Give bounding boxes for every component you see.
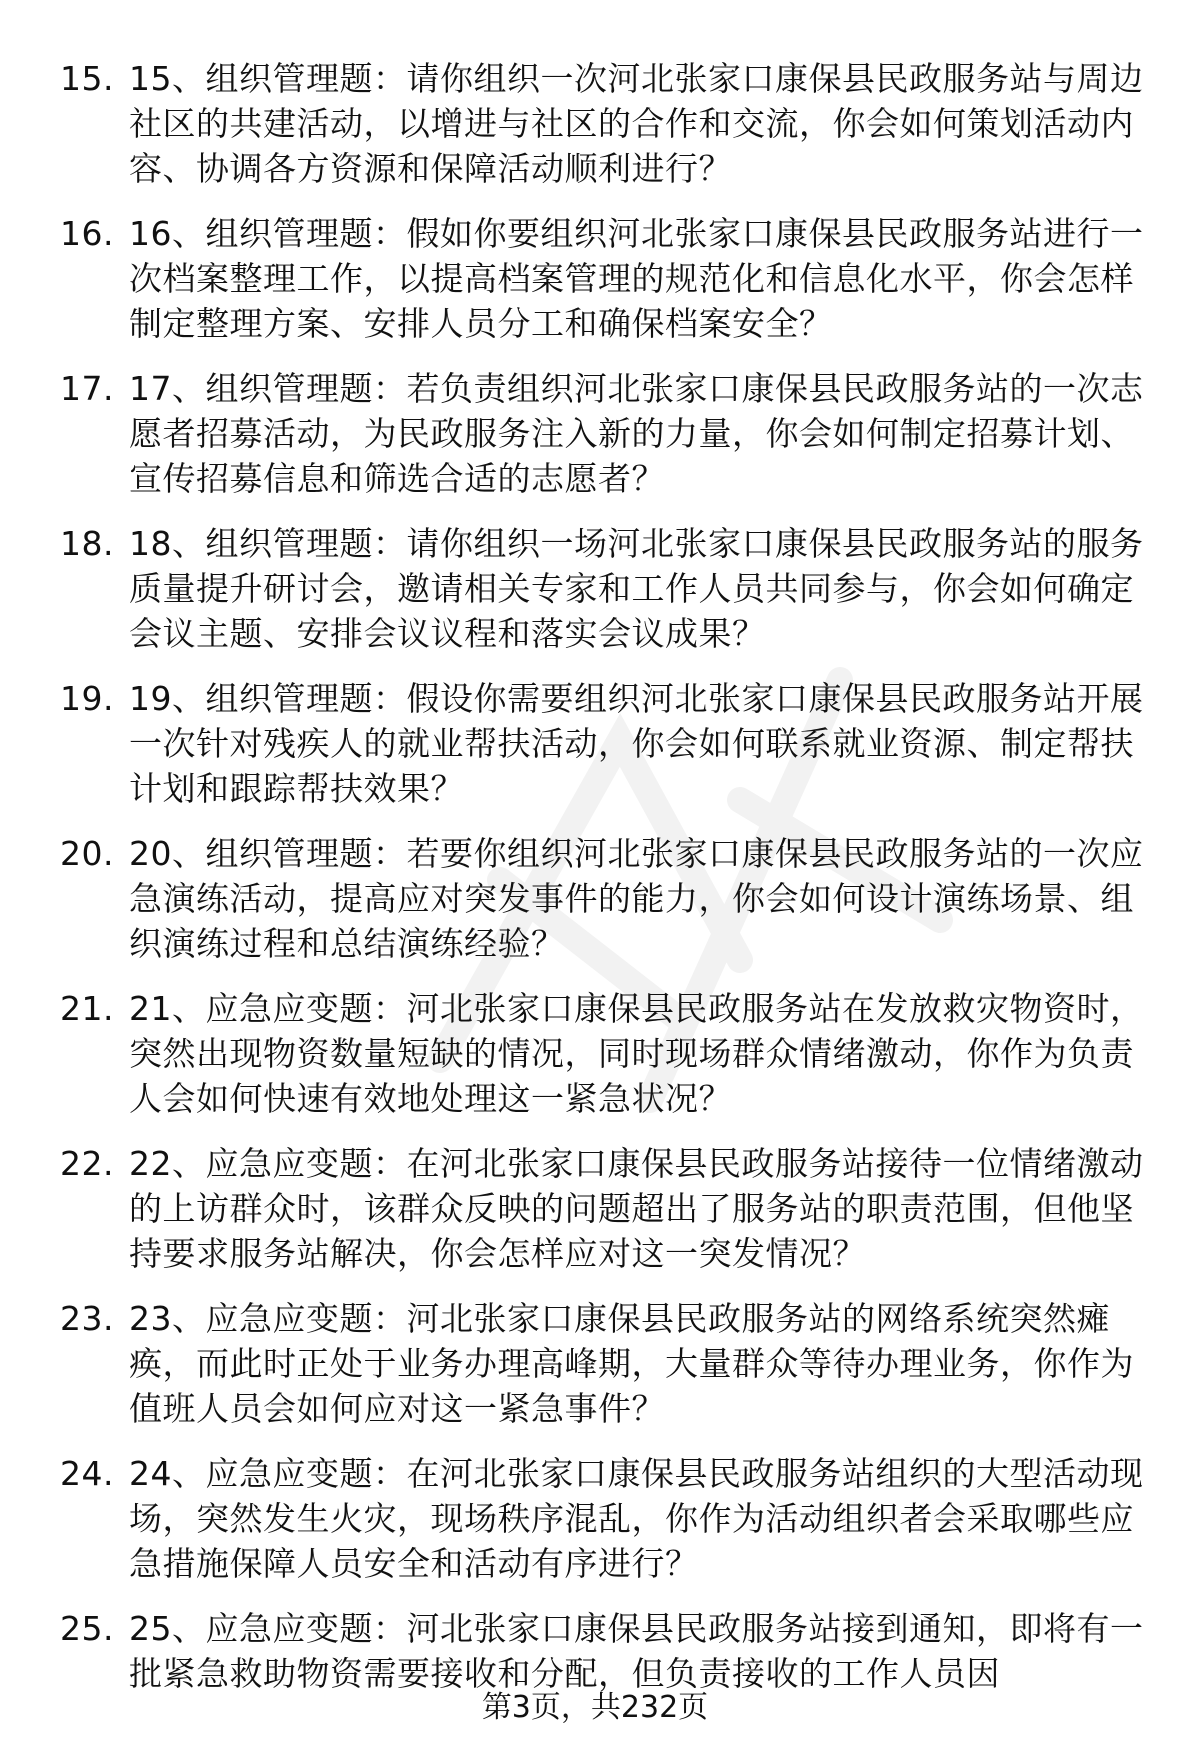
question-item (60, 521, 1155, 656)
question-number: 17. (60, 369, 114, 408)
question-number: 20. (60, 834, 114, 873)
question-text: 17、组织管理题：若负责组织河北张家口康保县民政服务站的一次志愿者招募活动，为民政服务注入新的力量，你会如何制定招募计划、宣传招募信息和筛选合适的志愿者？ (129, 369, 1144, 498)
question-number: 15. (60, 59, 114, 98)
question-item (60, 56, 1155, 191)
question-text: 20、组织管理题：若要你组织河北张家口康保县民政服务站的一次应急演练活动，提高应对突发事件的能力，你会如何设计演练场景、组织演练过程和总结演练经验？ (129, 834, 1144, 963)
question-text: 15、组织管理题：请你组织一次河北张家口康保县民政服务站与周边社区的共建活动，以增进与社区的合作和交流，你会如何策划活动内容、协调各方资源和保障活动顺利进行？ (129, 59, 1144, 188)
question-text: 19、组织管理题：假设你需要组织河北张家口康保县民政服务站开展一次针对残疾人的就业帮扶活动，你会如何联系就业资源、制定帮扶计划和跟踪帮扶效果？ (129, 679, 1144, 808)
question-text: 22、应急应变题：在河北张家口康保县民政服务站接待一位情绪激动的上访群众时，该群众反映的问题超出了服务站的职责范围，但他坚持要求服务站解决，你会怎样应对这一突发情况？ (129, 1144, 1144, 1273)
question-item (60, 1606, 1155, 1696)
question-text: 24、应急应变题：在河北张家口康保县民政服务站组织的大型活动现场，突然发生火灾，现场秩序混乱，你作为活动组织者会采取哪些应急措施保障人员安全和活动有序进行？ (129, 1454, 1144, 1583)
question-text: 21、应急应变题：河北张家口康保县民政服务站在发放救灾物资时，突然出现物资数量短缺的情况，同时现场群众情绪激动，你作为负责人会如何快速有效地处理这一紧急状况？ (129, 989, 1144, 1118)
question-number: 23. (60, 1299, 114, 1338)
question-text: 25、应急应变题：河北张家口康保县民政服务站接到通知，即将有一批紧急救助物资需要接收和分配，但负责接收的工作人员因 (129, 1609, 1144, 1693)
question-text: 23、应急应变题：河北张家口康保县民政服务站的网络系统突然瘫痪，而此时正处于业务办理高峰期，大量群众等待办理业务，你作为值班人员会如何应对这一紧急事件？ (129, 1299, 1134, 1428)
question-number: 16. (60, 214, 114, 253)
question-text: 16、组织管理题：假如你要组织河北张家口康保县民政服务站进行一次档案整理工作，以提高档案管理的规范化和信息化水平，你会怎样制定整理方案、安排人员分工和确保档案安全？ (129, 214, 1144, 343)
question-item (60, 1141, 1155, 1276)
question-item (60, 1451, 1155, 1586)
question-number: 21. (60, 989, 114, 1028)
question-number: 18. (60, 524, 114, 563)
question-number: 24. (60, 1454, 114, 1493)
question-text: 18、组织管理题：请你组织一场河北张家口康保县民政服务站的服务质量提升研讨会，邀请相关专家和工作人员共同参与，你会如何确定会议主题、安排会议议程和落实会议成果？ (129, 524, 1144, 653)
question-item (60, 986, 1155, 1121)
question-item (60, 831, 1155, 966)
question-number: 19. (60, 679, 114, 718)
question-item (60, 366, 1155, 501)
question-item (60, 676, 1155, 811)
question-item (60, 1296, 1155, 1431)
question-list (60, 56, 1155, 1716)
question-number: 25. (60, 1609, 114, 1648)
page-footer: 第3页，共232页 (481, 1690, 709, 1725)
question-number: 22. (60, 1144, 114, 1183)
question-item (60, 211, 1155, 346)
